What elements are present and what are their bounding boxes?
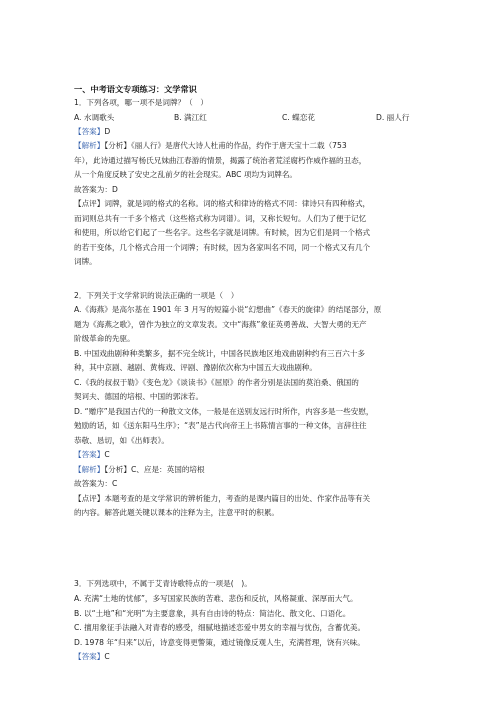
q3-stem: 3．下列选项中，不属于艾青诗歌特点的一项是( )。 xyxy=(74,579,252,588)
q2-comment-line-2: 的内容。解答此题关键以课本的注释为主，注意平时的积累。 xyxy=(74,508,280,517)
q2-choose: 故答案为：C xyxy=(74,479,118,488)
q3-option-line-1: A. 充满“土地的忧郁”，多写国家民族的苦难、悲伤和反抗，风格凝重、深厚而大气。 xyxy=(74,594,358,603)
q1-options xyxy=(74,113,420,123)
q1-comment-line-5: 词牌。 xyxy=(74,257,97,266)
q1-comment-line-3: 和使用，所以给它们起了一些名字。这些名字就是词牌。有时候，因为它们是同一个格式 xyxy=(74,228,371,237)
q2-option-line-4: B. 中国戏曲剧种种类繁多，据不完全统计，中国各民族地区地戏曲剧种约有三百六十多 xyxy=(74,348,366,358)
q2-analysis-tag: 【解析】 xyxy=(74,464,105,474)
q1-analysis-line-2: 年），此诗通过描写杨氏兄妹曲江春游的情景，揭露了统治者荒淫腐朽作威作福的丑态， xyxy=(74,155,367,165)
q2-answer-value: C xyxy=(104,450,110,459)
q1-option-b: B. 满江红 xyxy=(174,113,207,122)
q2-option-line-7: 契诃夫、德国的培根、中国的郭沫若。 xyxy=(74,392,204,401)
q2-stem: 2．下列关于文学常识的说法正确的一项是（ ） xyxy=(74,291,239,300)
q1-answer-tag: 【答案】 xyxy=(74,127,105,136)
q1-stem: 1．下列各项，哪一项不是词牌？（ ） xyxy=(74,98,208,107)
q2-option-line-6: C.《我的叔叔于勒》《变色龙》《谈读书》《屈原》的作者分别是法国的莫泊桑、俄国的 xyxy=(74,377,359,387)
q2-option-line-1: A.《海燕》是高尔基在 1901 年 3 月写的短篇小说“幻想曲”《春天的旋律》的结尾部分，原 xyxy=(74,305,382,314)
q1-option-d: D. 丽人行 xyxy=(376,113,410,122)
q2-comment-line-1: 【点评】本题考查的是文学常识的辨析能力，考查的是课内篇目的出处、作家作品等有关 xyxy=(74,493,371,503)
q1-analysis-line-3: 从一个角度反映了安史之乱前夕的社会现实。ABC 项均为词牌名。 xyxy=(74,170,298,179)
q1-analysis-line-1: 【分析】《丽人行》是唐代大诗人杜甫的作品，约作于唐天宝十二载（753 xyxy=(104,141,347,150)
q1-comment-line-2: 而词则总共有一千多个格式（这些格式称为词谱）。词，又称长短句。人们为了便于记忆 xyxy=(74,213,367,223)
q3-option-line-2: B. 以“土地”和“光明”为主要意象，具有自由诗的特点：简洁化、散文化、口语化。 xyxy=(74,608,351,618)
q2-options xyxy=(74,303,420,521)
q1-option-c: C. 蝶恋花 xyxy=(282,113,315,122)
q1-answer xyxy=(74,127,110,137)
q1-option-a: A. 水调歌头 xyxy=(74,113,115,122)
q3-options xyxy=(74,592,420,665)
q1-analysis xyxy=(74,139,420,270)
q2-option-line-2: 题为《海燕之歌》，曾作为独立的文章发表。文中“海燕”象征英勇善战、大智大勇的无产 xyxy=(74,319,367,329)
q2-option-line-9: 勉励的话，如《送东阳马生序》；“表”是古代向帝王上书陈情言事的一种文体，言辞往往 xyxy=(74,421,367,430)
q1-answer-value: D xyxy=(104,127,111,136)
section-title: 一、中考语文专项练习：文学常识 xyxy=(74,84,197,94)
q1-comment-line-4: 的若干变体，几个格式合用一个词牌；有时候，因为各家叫名不同，同一个格式又有几个 xyxy=(74,242,371,252)
q2-answer-tag: 【答案】 xyxy=(74,450,105,459)
q1-comment-line-1: 【点评】词牌，就是词的格式的名称。词的格式和律诗的格式不同：律诗只有四种格式， xyxy=(74,199,371,208)
q2-option-line-8: D. “赠序”是我国古代的一种散文文体，一般是在送别友远行时所作，内容多是一些安慰， xyxy=(74,406,374,416)
q3-answer-value: C xyxy=(104,652,110,661)
q3-option-line-3: C. 擅用象征手法融入对青春的感受，细腻地描述恋爱中男女的幸福与忧伤，含蓄优美。 xyxy=(74,623,366,632)
q3-answer-tag: 【答案】 xyxy=(74,652,105,661)
q1-analysis-tag: 【解析】 xyxy=(74,141,105,150)
q2-option-line-5: 种，其中京剧、越剧、黄梅戏、评剧、豫剧依次称为中国五大戏曲剧种。 xyxy=(74,363,317,372)
q2-analysis-text: 【分析】C、应是：英国的培根 xyxy=(104,464,205,474)
q2-option-line-3: 阶级革命的先驱。 xyxy=(74,334,135,343)
q2-option-line-10: 恭敬、恳切，如《出师表》。 xyxy=(74,435,169,445)
q3-option-line-4: D. 1978 年“归来”以后，诗意变得更警策，通过镜像反观人生，充满哲理，饶有兴味。 xyxy=(74,637,365,647)
q1-choose: 故答案为：D xyxy=(74,184,118,194)
